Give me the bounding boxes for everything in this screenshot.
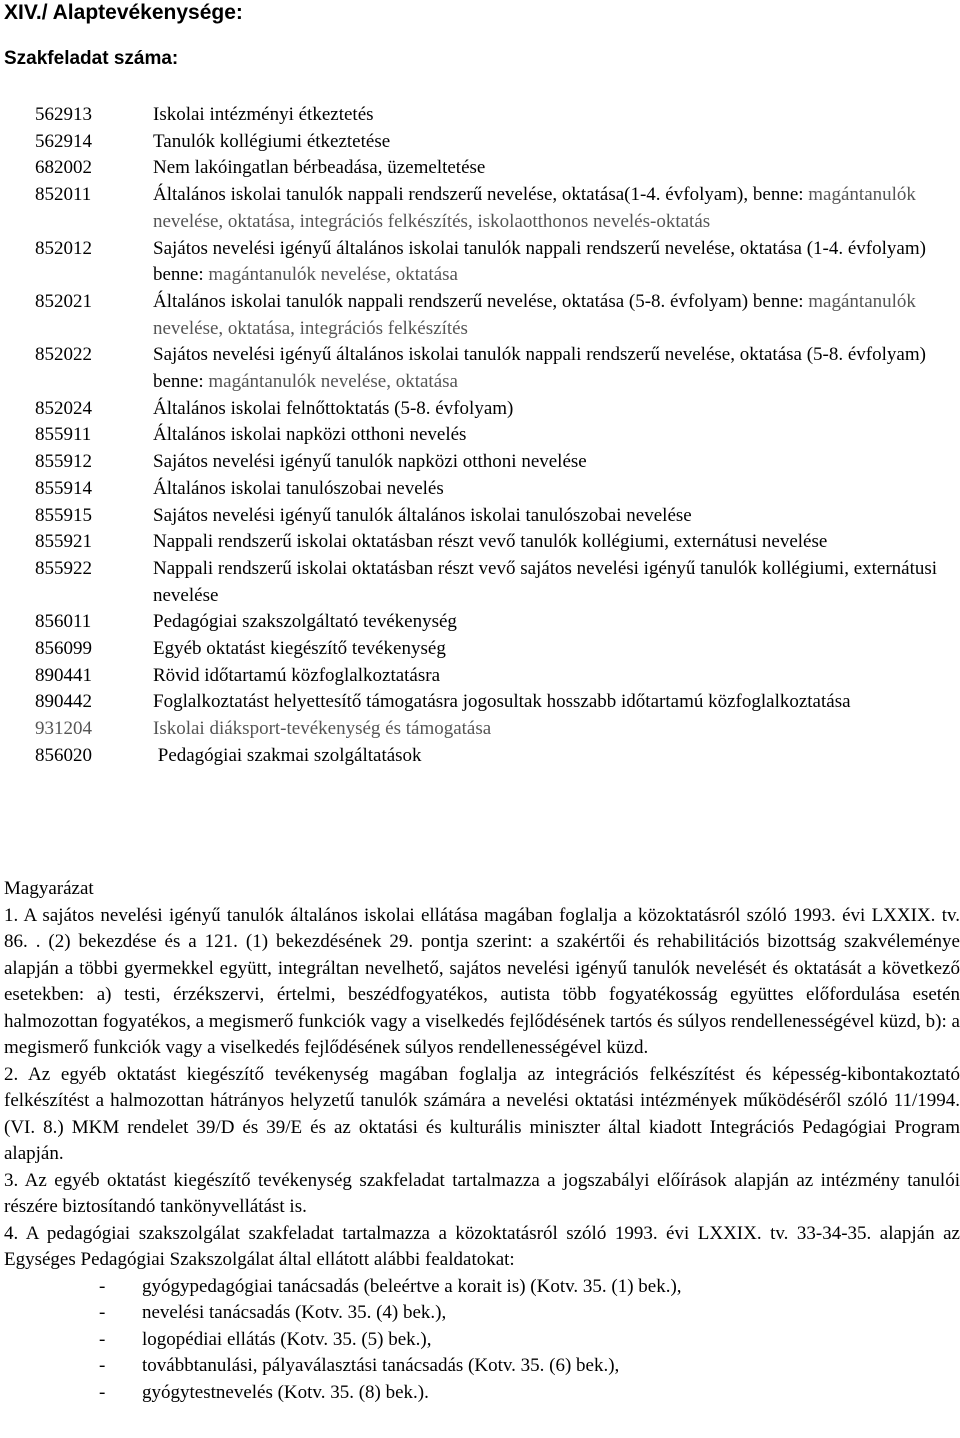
activity-row xyxy=(35,449,960,476)
dash-marker: - xyxy=(99,1328,106,1350)
activity-row xyxy=(35,636,960,663)
activity-row xyxy=(35,102,960,129)
activity-row xyxy=(35,609,960,636)
activity-code: 855911 xyxy=(35,424,92,446)
task-list-item xyxy=(99,1274,960,1301)
activity-row xyxy=(35,556,960,609)
activity-extra: magántanulók nevelése, oktatása xyxy=(208,264,458,286)
section-title: XIV./ Alaptevékenysége: xyxy=(4,1,243,24)
activity-row xyxy=(35,663,960,690)
activity-row xyxy=(35,422,960,449)
note-paragraph: 2. Az egyéb oktatást kiegészítő tevékenység magában foglalja az integrációs felkészítést és képesség-kibontakoztató felkészítést a halmozottan hátrányos helyzetű tanulók számára a nevelési oktatási intézmények működéséről szóló 11/1994. (VI. 8.) MKM rendelet 39/D és 39/E és az oktatási és kulturális miniszter által kiadott Integrációs Pedagógiai Program alapján. xyxy=(4,1063,960,1164)
activity-code: 890441 xyxy=(35,664,92,686)
activity-code: 856011 xyxy=(35,611,92,633)
activity-row xyxy=(35,289,960,342)
task-text: továbbtanulási, pályaválasztási tanácsadás (Kotv. 35. (6) bek.), xyxy=(142,1355,620,1376)
activity-code: 852012 xyxy=(35,237,92,259)
activity-code: 562913 xyxy=(35,104,92,125)
activity-code: 856099 xyxy=(35,638,92,660)
task-text: logopédiai ellátás (Kotv. 35. (5) bek.), xyxy=(142,1328,432,1350)
activity-row xyxy=(35,129,960,156)
activity-description: Sajátos nevelési igényű általános iskolai tanulók nappali rendszerű nevelése, oktatása (1-4. évfolyam) benne: magántanulók nevelése, oktatása xyxy=(153,237,926,286)
activity-description: Pedagógiai szakmai szolgáltatások xyxy=(153,744,422,766)
activity-code: 890442 xyxy=(35,691,92,713)
activity-row xyxy=(35,182,960,235)
activity-code: 852021 xyxy=(35,290,92,312)
task-list xyxy=(4,1274,960,1407)
activity-row xyxy=(35,529,960,556)
activity-row xyxy=(35,342,960,395)
dash-marker: - xyxy=(99,1275,106,1297)
note-paragraph: 4. A pedagógiai szakszolgálat szakfeladat tartalmazza a közoktatásról szóló 1993. évi LXXIX. tv. 33-34-35. alapján az Egységes Pedagógiai Szakszolgálat által ellátott alábbi fealdatokat: xyxy=(4,1222,960,1270)
note-paragraph: 1. A sajátos nevelési igényű tanulók általános iskolai ellátása magában foglalja a közoktatásról szóló 1993. évi LXXIX. tv. 86. . (2) bekezdése és a 121. (1) bekezdésének 29. pontja szerint: a szakértői és rehabilitációs bizottság szakvéleménye alapján a többi gyermekkel együtt, integráltan nevelhető, sajátos nevelési igényű tanulók nevelését és oktatását a következő esetekben: a) testi, érzékszervi, értelmi, beszédfogyatékos, autista több fogyatékosság együttes előfordulása esetén halmozottan fogyatékos, a megismerő funkciók vagy a viselkedés fejlődésének tartós és súlyos rendellenességével küzd, b): a megismerő funkciók vagy a viselkedés fejlődésének súlyos rendellenességével küzd. xyxy=(4,904,960,1058)
activity-description: Rövid időtartamú közfoglalkoztatásra xyxy=(153,664,441,686)
activity-row xyxy=(35,396,960,423)
activity-row xyxy=(35,716,960,743)
activity-row xyxy=(35,689,960,716)
activity-code: 852011 xyxy=(35,184,92,206)
activity-code: 855922 xyxy=(35,557,92,579)
activity-row xyxy=(35,743,960,770)
activity-description: Nappali rendszerű iskolai oktatásban részt vevő tanulók kollégiumi, externátusi nevelése xyxy=(153,531,828,553)
note-paragraph: 3. Az egyéb oktatást kiegészítő tevékenység szakfeladat tartalmazza a jogszabályi előírások alapján az intézmény tanulói részére biztosítandó tankönyvellátást is. xyxy=(4,1169,960,1217)
activity-description: Nem lakóingatlan bérbeadása, üzemeltetése xyxy=(153,157,486,179)
task-text: nevelési tanácsadás (Kotv. 35. (4) bek.), xyxy=(142,1302,447,1323)
activity-description: Iskolai intézményi étkeztetés xyxy=(153,104,374,125)
activity-code: 852024 xyxy=(35,397,92,419)
activity-code: 856020 xyxy=(35,744,92,766)
notes-section xyxy=(4,876,960,1406)
task-text: gyógypedagógiai tanácsadás (beleértve a korait is) (Kotv. 35. (1) bek.), xyxy=(142,1275,682,1297)
activity-description: Tanulók kollégiumi étkeztetése xyxy=(153,130,391,152)
dash-marker: - xyxy=(99,1355,106,1376)
dash-marker: - xyxy=(99,1381,106,1403)
activity-description: Általános iskolai napközi otthoni nevelés xyxy=(153,424,467,446)
task-list-item xyxy=(99,1353,960,1380)
task-text: gyógytestnevelés (Kotv. 35. (8) bek.). xyxy=(142,1381,429,1403)
activity-description: Egyéb oktatást kiegészítő tevékenység xyxy=(153,638,446,660)
activity-row xyxy=(35,503,960,530)
activity-description: Pedagógiai szakszolgáltató tevékenység xyxy=(153,611,457,633)
activity-code: 855914 xyxy=(35,477,92,499)
activity-description: Iskolai diáksport-tevékenység és támogatása xyxy=(153,718,492,740)
activity-code: 855912 xyxy=(35,451,92,473)
activity-row xyxy=(35,476,960,503)
activity-description: Általános iskolai tanulók nappali rendszerű nevelése, oktatása (5-8. évfolyam) benne: magántanulók nevelése, oktatása, integrációs felkészítés xyxy=(153,290,916,339)
activity-row xyxy=(35,155,960,182)
task-list-item xyxy=(99,1380,960,1407)
activity-description: Általános iskolai tanulók nappali rendszerű nevelése, oktatása(1-4. évfolyam), benne: magántanulók nevelése, oktatása, integrációs felkészítés, iskolaotthonos nevelés-oktatás xyxy=(153,184,916,232)
task-list-item xyxy=(99,1327,960,1354)
activity-description: Foglalkoztatást helyettesítő támogatásra jogosultak hosszabb időtartamú közfoglalkoztatása xyxy=(153,691,851,713)
activity-code: 855915 xyxy=(35,504,92,526)
activity-extra: magántanulók nevelése, oktatása, integrációs felkészítés xyxy=(153,290,916,339)
activity-code: 855921 xyxy=(35,531,92,553)
section-subtitle: Szakfeladat száma: xyxy=(4,48,179,69)
activity-extra: magántanulók nevelése, oktatása xyxy=(208,371,458,393)
activity-code: 852022 xyxy=(35,344,92,366)
task-list-item xyxy=(99,1300,960,1327)
activity-description: Sajátos nevelési igényű tanulók napközi otthoni nevelése xyxy=(153,451,587,473)
activity-code: 682002 xyxy=(35,157,92,179)
activity-code: 931204 xyxy=(35,718,92,740)
activity-description: Sajátos nevelési igényű tanulók általános iskolai tanulószobai nevelése xyxy=(153,504,692,526)
activity-code: 562914 xyxy=(35,130,92,152)
activity-description: Általános iskolai felnőttoktatás (5-8. évfolyam) xyxy=(153,397,514,419)
activity-description: Sajátos nevelési igényű általános iskolai tanulók nappali rendszerű nevelése, oktatása (5-8. évfolyam) benne: magántanulók nevelése, oktatása xyxy=(153,344,926,393)
activity-description: Nappali rendszerű iskolai oktatásban részt vevő sajátos nevelési igényű tanulók kollégiumi, externátusi nevelése xyxy=(153,557,938,606)
dash-marker: - xyxy=(99,1302,106,1323)
activity-row xyxy=(35,236,960,289)
activity-list xyxy=(35,102,960,770)
activity-description: Általános iskolai tanulószobai nevelés xyxy=(153,477,444,499)
activity-extra: magántanulók nevelése, oktatása, integrációs felkészítés, iskolaotthonos nevelés-oktatás xyxy=(153,184,916,232)
notes-heading: Magyarázat xyxy=(4,878,94,899)
